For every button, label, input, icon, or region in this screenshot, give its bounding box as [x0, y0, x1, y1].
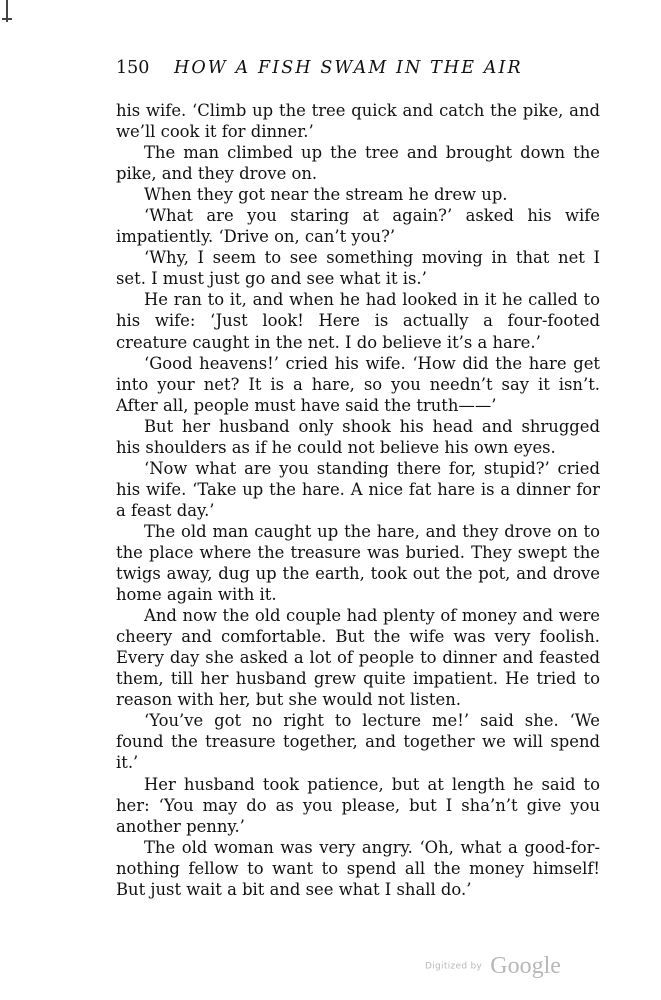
- paragraph: ‘What are you staring at again?’ asked his wife impatiently. ‘Drive on, can’t you?’: [116, 206, 600, 247]
- paragraph: But her husband only shook his head and shrugged his shoulders as if he could not believe his own eyes.: [116, 416, 600, 457]
- paragraph: ‘Why, I seem to see something moving in that net I set. I must just go and see what it is.’: [116, 248, 600, 289]
- running-head: HOW A FISH SWAM IN THE AIR: [174, 58, 523, 78]
- paragraph: When they got near the stream he drew up.: [144, 185, 508, 205]
- paragraph: ‘You’ve got no right to lecture me!’ said she. ‘We found the treasure together, and together we will spend it.’: [116, 711, 600, 773]
- paragraph: The old man caught up the hare, and they drove on to the place where the treasure was buried. They swept the twigs away, dug up the earth, took out the pot, and drove home again with it.: [116, 521, 600, 605]
- watermark-prefix: Digitized by: [425, 961, 483, 972]
- digitized-watermark: [425, 953, 561, 979]
- paragraph: ‘Good heavens!’ cried his wife. ‘How did the hare get into your net? It is a hare, so you needn’t say it isn’t. After all, people must have said the truth——’: [116, 353, 600, 415]
- paragraph: And now the old couple had plenty of money and were cheery and comfortable. But the wife was very foolish. Every day she asked a lot of people to dinner and feasted them, till her husband grew quite impatient. He tried to reason with her, but she would not listen.: [116, 606, 600, 710]
- page-header: [116, 58, 600, 86]
- paragraph: Her husband took patience, but at length he said to her: ‘You may do as you please, but I sha’n’t give you another penny.’: [116, 774, 600, 836]
- scan-corner-mark: [6, 0, 8, 22]
- page-number: 150: [116, 58, 150, 78]
- paragraph: ‘Now what are you standing there for, stupid?’ cried his wife. ‘Take up the hare. A nice fat hare is a dinner for a feast day.’: [116, 458, 600, 520]
- paragraph: He ran to it, and when he had looked in it he called to his wife: ‘Just look! Here is actually a four-footed creature caught in the net. I do believe it’s a hare.’: [116, 290, 600, 352]
- google-logo: Google: [490, 953, 561, 979]
- paragraph: The old woman was very angry. ‘Oh, what a good-for-nothing fellow to want to spend all the money himself! But just wait a bit and see what I shall do.’: [116, 837, 600, 899]
- paragraph: his wife. ‘Climb up the tree quick and catch the pike, and we’ll cook it for dinner.’: [116, 101, 600, 142]
- body-text: [116, 100, 600, 900]
- paragraph: The man climbed up the tree and brought down the pike, and they drove on.: [116, 143, 600, 184]
